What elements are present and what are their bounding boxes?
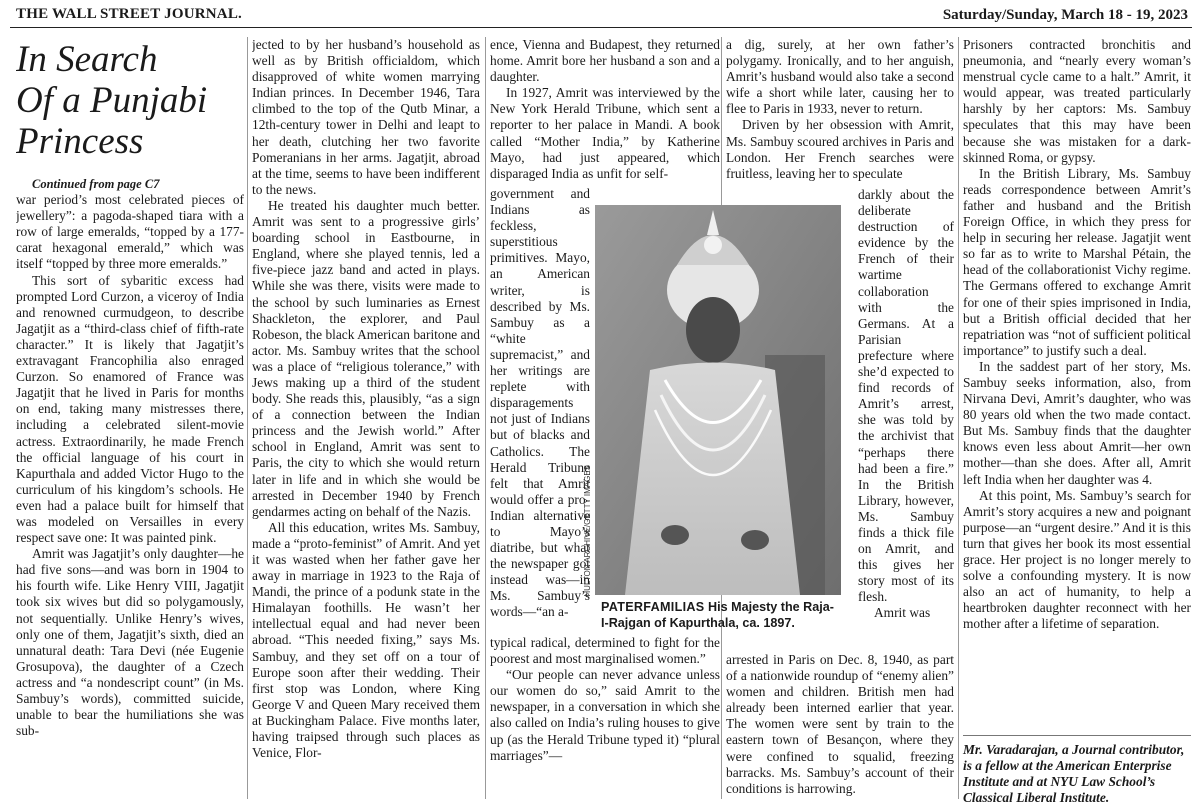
paragraph: In the saddest part of her story, Ms. Sambuy seeks information, also, from Nirvana Devi, Amrit’s daughter, who was 80 years old when the two made contact. But Ms. Sambuy finds that the daughter knows even less about Amrit—her own mother—than she does. After all, Amrit left India when her daughter was 4. bbox=[963, 358, 1191, 487]
top-rule bbox=[10, 27, 1192, 28]
masthead: THE WALL STREET JOURNAL. bbox=[16, 6, 242, 22]
paragraph: “Our people can never advance unless our women do so,” said Amrit to the newspaper, in a conversation in which she also called on India’s ruling houses to give up (as the Herald Tribune typed it) “plural marriages”— bbox=[490, 667, 720, 763]
article-column-3-narrow bbox=[490, 186, 590, 636]
article-column-5 bbox=[963, 37, 1191, 727]
paragraph: At this point, Ms. Sambuy’s search for Amrit’s story acquires a new and poignant purpose—an “urgent desire.” And it is this turn that gives her book its most essential grace. Her project is no longer merely to solve a confounding mystery. It is now also an act of humanity, to help a heartbroken daughter reconnect with her mother after a lifetime of separation. bbox=[963, 487, 1191, 632]
paragraph: jected to by her husband’s household as well as by British officialdom, which disapproved of white women marrying Indian princes. In December 1946, Tara climbed to the top of the Qutb Minar, a 12th-century tower in Delhi and leapt to her death, clutching her two favorite Pomeranians in her arms. Jagatjit, abroad at the time, seems to have been indifferent to the news. bbox=[252, 37, 480, 197]
issue-date: Saturday/Sunday, March 18 - 19, 2023 bbox=[942, 7, 1188, 23]
bio-rule bbox=[963, 735, 1191, 736]
paragraph: arrested in Paris on Dec. 8, 1940, as part of a nationwide roundup of “enemy alien” women and children. British men had already been interned earlier that year. The women were sent by train to the eastern town of Besançon, where they were confined to squalid, freezing barracks. Ms. Sambuy’s account of their conditions is harrowing. bbox=[726, 652, 954, 796]
paragraph: Driven by her obsession with Amrit, Ms. Sambuy scoured archives in Paris and London. Her French searches were fruitless, leaving her to speculate bbox=[726, 117, 954, 181]
paragraph: All this education, writes Ms. Sambuy, made a “proto-feminist” of Amrit. And yet it was wasted when her father gave her away in marriage in 1923 to the Raja of Mandi, the prince of a podunk state in the Himalayan foothills. He wasn’t her intellectual equal and had never been abroad. “This needed fixing,” says Ms. Sambuy, and they set off on a tour of Europe soon after their wedding. Their first stop was London, where King George V and Queen Mary received them at Buckingham Palace. Five months later, having traipsed through such places as Venice, Flor- bbox=[252, 519, 480, 761]
article-column-3-bottom bbox=[490, 635, 720, 764]
portrait-photo bbox=[595, 205, 841, 595]
author-bio: Mr. Varadarajan, a Journal contributor, is a fellow at the American Enterprise Institute and at NYU Law School’s Classical Liberal Institute. bbox=[963, 742, 1185, 805]
column-rule bbox=[485, 37, 486, 799]
article-column-4-narrow bbox=[858, 187, 954, 622]
article-column-2 bbox=[252, 37, 480, 803]
continued-from: Continued from page C7 bbox=[32, 177, 160, 191]
paragraph: ence, Vienna and Budapest, they returned home. Amrit bore her husband a son and a daughter. bbox=[490, 37, 720, 85]
article-column-1 bbox=[16, 37, 244, 803]
paragraph: Amrit was Jagatjit’s only daughter—he had five sons—and was born in 1904 to his fourth wife. Like Henry VIII, Jagatjit took six wives but did so polygamously, not sequentially. Unlike Henry’s wives, only one of them, Jagatjit’s sixth, died an unnatural death: Tara Devi (née Eugenie Grosupova), the daughter of a Czech actress and “a nondescript count” (in Ms. Sambuy’s words), committed suicide, unable to bear the humiliations she was sub- bbox=[16, 546, 244, 739]
article-column-3-top bbox=[490, 37, 720, 207]
photo-caption bbox=[601, 599, 841, 631]
paragraph: a dig, surely, at her own father’s polygamy. Ironically, and to her anguish, Amrit’s husband would also take a second wife a short while later, causing her to flee to Paris in 1933, never to return. bbox=[726, 37, 954, 117]
paragraph: government and Indians as feckless, superstitious primitives. Mayo, an American writer, is described by Ms. Sambuy as a “white supremacist,” and her writings are replete with disparagements not just of Indians but of blacks and Catholics. The Herald Tribune felt that Amrit would offer a pro-Indian alternative to Mayo’s diatribe, but what the newspaper got instead was—in Ms. Sambuy’s words—“an a- bbox=[490, 186, 590, 620]
headline-line: In Search bbox=[16, 39, 158, 80]
paragraph: This sort of sybaritic excess had prompted Lord Curzon, a viceroy of India and renowned curmudgeon, to describe Jagatjit as a “third-class chief of fifth-rate character.” It is likely that Jagatjit’s extravagant Francophilia also enraged Curzon. So enamored of France was Jagatjit that he lived in Paris for months on end, taking many mistresses there, including a celebrated silent-movie actress. Extraordinarily, he made French the official language of his court in Kapurthala and added Victor Hugo to the curriculum of his kingdom’s schools. He even had a palace built for himself that was modeled on Versailles in every respect save one: It was painted pink. bbox=[16, 272, 244, 546]
paragraph: He treated his daughter much better. Amrit was sent to a progressive girls’ boarding school in Eastbourne, in England, where she played tennis, led a five-piece jazz band and acted in plays. While she was there, visits were made to the school by such luminaries as Ernest Shackleton, the explorer, and Paul Robeson, the black American baritone and actor. Ms. Sambuy writes that the school was a place of “religious tolerance,” with Jews making up a third of the student body. She reads this, plausibly, “as a sign of a connection between the Indian princess and the Jewish world.” After school in England, Amrit was sent to Paris, the city to which she would return later in life and in which she would be arrested in December 1940 by French gendarmes acting on behalf of the Nazis. bbox=[252, 197, 480, 519]
article-column-4-bottom bbox=[726, 652, 954, 797]
paragraph: war period’s most celebrated pieces of jewellery”: a pagoda-shaped tiara with a row of large emeralds, “topped by a 177-carat hexagonal emerald,” which was itself “topped by three more emeralds.” bbox=[16, 192, 244, 272]
photo-block bbox=[583, 205, 855, 647]
column-rule bbox=[247, 37, 248, 799]
caption-lead: PATERFAMILIAS bbox=[601, 600, 705, 614]
paragraph: Amrit was bbox=[874, 605, 931, 621]
headline bbox=[16, 39, 244, 162]
headline-line: Of a Punjabi bbox=[16, 80, 208, 121]
headline-line: Princess bbox=[16, 121, 144, 162]
paragraph: typical radical, determined to fight for the poorest and most marginalised women.” bbox=[490, 635, 720, 667]
paragraph: In 1927, Amrit was interviewed by the New York Herald Tribune, which sent a reporter to her palace in Mandi. A book called “Mother India,” by Katherine Mayo, had just appeared, which disparaged India as unfit for self- bbox=[490, 85, 720, 181]
paragraph: darkly about the deliberate destruction of evidence by the French of their wartime collaboration with the Germans. At a Parisian prefecture where she’d expected to find records of Amrit’s arrest, she was told by the archivist that “perhaps there had been a fire.” In the British Library, however, Ms. Sambuy finds a thick file on Amrit, and this gives her story most of its flesh. bbox=[858, 187, 954, 605]
column-rule bbox=[958, 37, 959, 799]
article-column-4-top bbox=[726, 37, 954, 187]
paragraph: Prisoners contracted bronchitis and pneumonia, and “nearly every woman’s menstrual cycle came to a halt.” Amrit, it would appear, was treated particularly harshly by her captors: Ms. Sambuy speculates that this may have been because she was mistaken for a dark-skinned Roma, or gypsy. bbox=[963, 37, 1191, 165]
maharaja-portrait-illustration bbox=[595, 205, 841, 595]
caption-text: His Majesty the Raja-I-Rajgan of Kapurthala, ca. 1897. bbox=[601, 600, 834, 630]
photo-credit: HULTON ARCHIVE/GETTY IMAGES bbox=[583, 465, 592, 597]
paragraph: In the British Library, Ms. Sambuy reads correspondence between Amrit’s father and husband and the British Foreign Office, in which they press for help in securing her release. Jagatjit went so far as to write to Marshal Pétain, the head of the collaborationist Vichy regime. The Germans offered to exchange Amrit for one of their spies imprisoned in India, but a British official decided that her repatriation was “not of sufficient political importance” to justify such a deal. bbox=[963, 165, 1191, 358]
